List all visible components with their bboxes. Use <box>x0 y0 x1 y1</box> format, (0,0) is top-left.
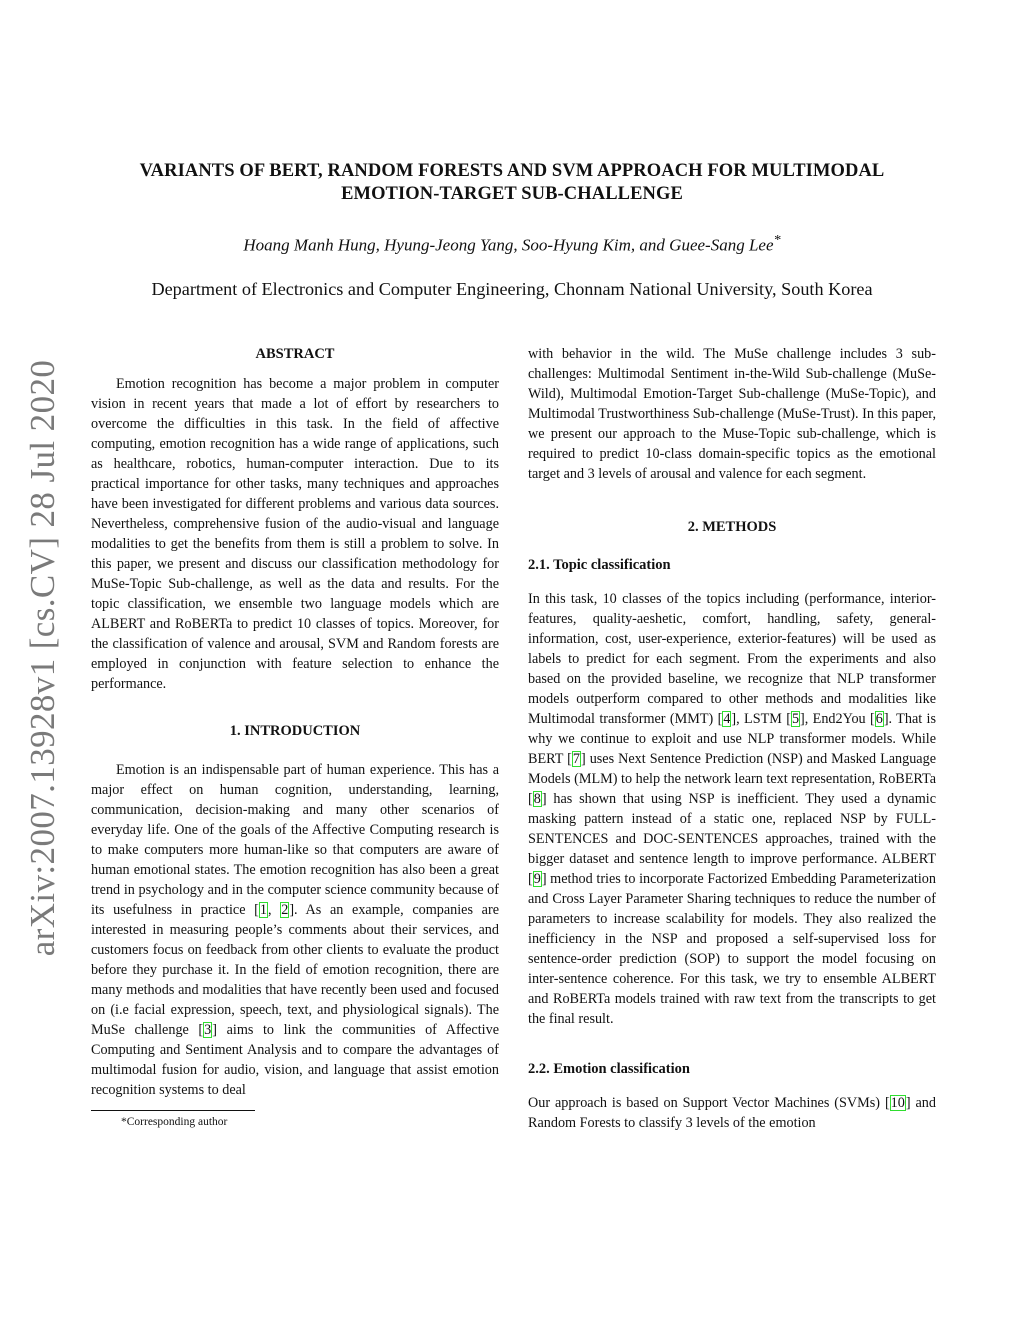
introduction-heading: 1. INTRODUCTION <box>229 723 361 739</box>
intro-text-1: Emotion is an indispensable part of human experience. This has a major effect on human cognition, understanding, learning, communication, decision-making and many other scenarios of everyday life. One of the goals of the Affective Computing research is to make computers more human-like so that computers are aware of human emotional states. The emotion recognition has also been a great trend in psychology and in the computer science community because of its usefulness in practice [ <box>91 762 499 918</box>
arxiv-identifier[interactable]: arXiv:2007.13928v1 [cs.CV] 28 Jul 2020 <box>23 359 62 957</box>
topic-text-6: ] has shown that using NSP is inefficient. They used a dynamic masking pattern instead of a static one, replaced NSP by FULL-SENTENCES and DOC-SENTENCES approaches, trained with the bigger dataset and sentence length to improve performance. ALBERT [ <box>528 791 936 887</box>
emotion-classification-heading: 2.2. Emotion classification <box>528 1061 690 1077</box>
methods-heading: 2. METHODS <box>687 519 777 535</box>
topic-text-1: In this task, 10 classes of the topics including (performance, interior-features, quality-aeshetic, comfort, handling, safety, general-information, cost, user-experience, exterior-features) will be used as labels to predict for each segment. From the experiments and also based on the provided baseline, we recognize that NLP transformer models outperform compared to other methods and modalities like Multimodal transformer (MMT) [ <box>528 591 936 727</box>
emotion-classification-paragraph <box>528 1093 936 1133</box>
footnote: *Corresponding author <box>121 1116 228 1128</box>
author-asterisk: * <box>773 232 781 248</box>
title-line-1: VARIANTS OF BERT, RANDOM FORESTS AND SVM APPROACH FOR MULTIMODAL <box>139 161 885 181</box>
intro-sep: , <box>268 902 281 918</box>
citation-link-1[interactable]: 1 <box>259 902 267 918</box>
abstract-text: Emotion recognition has become a major problem in computer vision in recent years that made a lot of effort by researchers to overcome the difficulties in this task. In the field of affective computing, emotion recognition has a wide range of applications, such as healthcare, robotics, human-computer interaction. Due to its practical importance for other tasks, many techniques and approaches have been investigated for different problems and various data sources. Nevertheless, comprehensive fusion of the audio-visual and language modalities to get the benefits from them is still a problem to solve. In this paper, we present and discuss our classification methodology for MuSe-Topic Sub-challenge, as well as the data and results. For the topic classification, we ensemble two language models which are ALBERT and RoBERTa to predict 10 classes of topics. Moreover, for the classification of valence and arousal, SVM and Random forests are employed in conjunction with feature selection to enhance the performance. <box>91 376 499 692</box>
citation-link-2[interactable]: 2 <box>281 902 289 918</box>
intro-text-2: ]. As an example, companies are interested in measuring people’s comments about their services, and customers focus on feedback from other clients to evaluate the product before they purchase it. In the field of emotion recognition, there are many methods and modalities that have recently been used and focused on (i.e facial expression, speech, text, and physiological signals). The MuSe challenge [ <box>91 902 499 1038</box>
title-line-2: EMOTION-TARGET SUB-CHALLENGE <box>341 184 683 204</box>
emotion-text-2: ] and Random Forests to classify 3 levels of the emotion <box>528 1095 936 1131</box>
left-column <box>91 344 499 1129</box>
citation-link-9[interactable]: 9 <box>533 871 541 887</box>
author-list <box>60 232 964 256</box>
introduction-paragraph <box>91 760 499 1100</box>
citation-link-6[interactable]: 6 <box>875 711 883 727</box>
citation-link-3[interactable]: 3 <box>204 1022 212 1038</box>
footnote-rule <box>91 1110 255 1111</box>
authors-text: Hoang Manh Hung, Hyung-Jeong Yang, Soo-Hyung Kim, and Guee-Sang Lee <box>243 235 774 255</box>
citation-link-10[interactable]: 10 <box>890 1095 905 1111</box>
paper-title <box>60 160 964 206</box>
emotion-text-1: Our approach is based on Support Vector Machines (SVMs) [ <box>528 1095 890 1111</box>
affiliation: Department of Electronics and Computer Engineering, Chonnam National University, South Korea <box>151 279 873 299</box>
topic-text-7: ] method tries to incorporate Factorized Embedding Parameterization and Cross Layer Parameter Sharing techniques to reduce the number of parameters to increase scalability for models. They also realized the inefficiency in the NSP and proposed a self-supervised loss for sentence-order prediction (SOP) to support the model focusing on inter-sentence coherence. For this task, we try to ensemble ALBERT and RoBERTa models trained with raw text from the transcripts to get the final result. <box>528 871 936 1027</box>
introduction-continued: with behavior in the wild. The MuSe challenge includes 3 sub-challenges: Multimodal Sentiment in-the-Wild Sub-challenge (MuSe-Wild), Multimodal Emotion-Target Sub-challenge (MuSe-Topic), and Multimodal Trustworthiness Sub-challenge (MuSe-Trust). In this paper, we present our approach to the Muse-Topic sub-challenge, which is required to predict 10-class domain-specific topics as the emotional target and 3 levels of arousal and valence for each segment. <box>528 346 936 482</box>
topic-text-4: ]. That is why we continue to exploit and use NLP transformer models. While BERT [ <box>528 711 936 767</box>
citation-link-7[interactable]: 7 <box>572 751 580 767</box>
topic-text-5: ] uses Next Sentence Prediction (NSP) and Masked Language Models (MLM) to help the network learn text representation, RoBERTa [ <box>528 751 936 807</box>
citation-link-4[interactable]: 4 <box>723 711 731 727</box>
citation-link-8[interactable]: 8 <box>533 791 541 807</box>
topic-text-2: ], LSTM [ <box>731 711 791 727</box>
topic-classification-heading: 2.1. Topic classification <box>528 557 671 573</box>
intro-text-3: ] aims to link the communities of Affective Computing and Sentiment Analysis and to compare the advantages of multimodal fusion for audio, vision, and language that assist emotion recognition systems to deal <box>91 1022 500 1098</box>
topic-text-3: ], End2You [ <box>800 711 875 727</box>
abstract-heading: ABSTRACT <box>255 346 335 362</box>
right-column <box>528 344 936 1133</box>
topic-classification-paragraph <box>528 589 936 1029</box>
citation-link-5[interactable]: 5 <box>791 711 800 727</box>
